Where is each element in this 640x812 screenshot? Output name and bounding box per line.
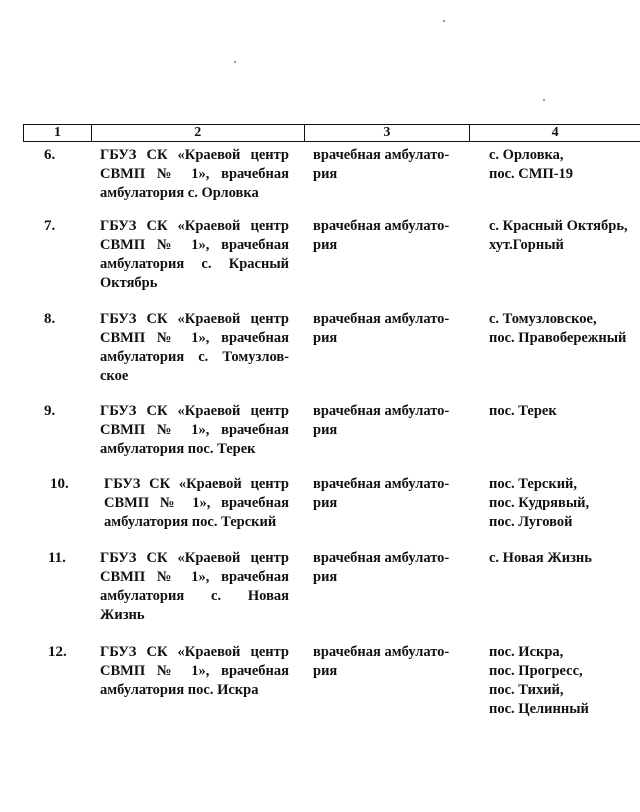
institution-line: СВМП № 1», врачебная (100, 569, 289, 585)
scan-speck (443, 20, 445, 22)
facility-type: врачебная амбулато- рия (313, 403, 450, 438)
institution-line: амбулатория с. Новая (100, 588, 289, 604)
institution-line: СВМП № 1», врачебная (100, 663, 289, 679)
institution-line: амбулатория с. Красный (100, 256, 289, 272)
facility-type: врачебная амбулато- рия (313, 644, 450, 679)
institution-line: СВМП № 1», врачебная (100, 422, 289, 438)
institution-name (100, 402, 289, 459)
facility-type: врачебная амбулато- рия (313, 311, 450, 346)
institution-line: Жизнь (100, 607, 145, 623)
served-settlements: пос. Искра, пос. Прогресс, пос. Тихий, пос. Целинный (489, 644, 589, 717)
facility-type: врачебная амбулато- рия (313, 476, 450, 511)
institution-line: ГБУЗ СК «Краевой центр (100, 644, 289, 660)
institution-line: амбулатория пос. Терек (100, 441, 256, 457)
row-number: 9. (44, 403, 56, 419)
institution-name (104, 475, 289, 532)
institution-line: ское (100, 368, 129, 384)
institution-name (100, 549, 289, 625)
served-settlements: пос. Терек (489, 403, 557, 419)
institution-line: амбулатория пос. Искра (100, 682, 259, 698)
facility-type: врачебная амбулато- рия (313, 147, 450, 182)
institution-line: ГБУЗ СК «Краевой центр (104, 476, 289, 492)
row-number: 7. (44, 218, 56, 234)
institution-name (100, 217, 289, 293)
institution-line: амбулатория пос. Терский (104, 514, 277, 530)
institution-name (100, 310, 289, 386)
institution-line: ГБУЗ СК «Краевой центр (100, 550, 289, 566)
institution-line: СВМП № 1», врачебная (104, 495, 289, 511)
row-number: 10. (50, 476, 69, 492)
served-settlements: с. Новая Жизнь (489, 550, 592, 566)
institution-line: ГБУЗ СК «Краевой центр (100, 311, 289, 327)
scan-speck (234, 61, 236, 63)
row-number: 6. (44, 147, 56, 163)
institution-line: СВМП № 1», врачебная (100, 330, 289, 346)
row-number: 12. (48, 644, 67, 660)
header-col-2: 2 (92, 125, 305, 141)
header-col-4: 4 (551, 125, 559, 140)
scan-speck (543, 99, 545, 101)
row-number: 8. (44, 311, 56, 327)
served-settlements: с. Орловка, пос. СМП-19 (489, 147, 574, 182)
institution-line: амбулатория с. Томузлов- (100, 349, 289, 365)
facility-type: врачебная амбулато- рия (313, 550, 450, 585)
table-header-row (23, 124, 640, 142)
row-number: 11. (48, 550, 66, 566)
institution-line: ГБУЗ СК «Краевой центр (100, 147, 289, 163)
institution-line: Октябрь (100, 275, 158, 291)
header-col-3: 3 (305, 125, 471, 141)
header-col-1: 1 (24, 125, 92, 141)
institution-line: амбулатория с. Орловка (100, 185, 259, 201)
institution-name (100, 146, 289, 203)
institution-line: СВМП № 1», врачебная (100, 237, 289, 253)
served-settlements: пос. Терский, пос. Кудрявый, пос. Луговой (489, 476, 590, 530)
institution-line: СВМП № 1», врачебная (100, 166, 289, 182)
facility-type: врачебная амбулато- рия (313, 218, 450, 253)
institution-line: ГБУЗ СК «Краевой центр (100, 403, 289, 419)
served-settlements: с. Красный Октябрь, хут.Горный (489, 218, 628, 253)
served-settlements: с. Томузловское, пос. Правобережный (489, 311, 627, 346)
institution-name (100, 643, 289, 700)
institution-line: ГБУЗ СК «Краевой центр (100, 218, 289, 234)
